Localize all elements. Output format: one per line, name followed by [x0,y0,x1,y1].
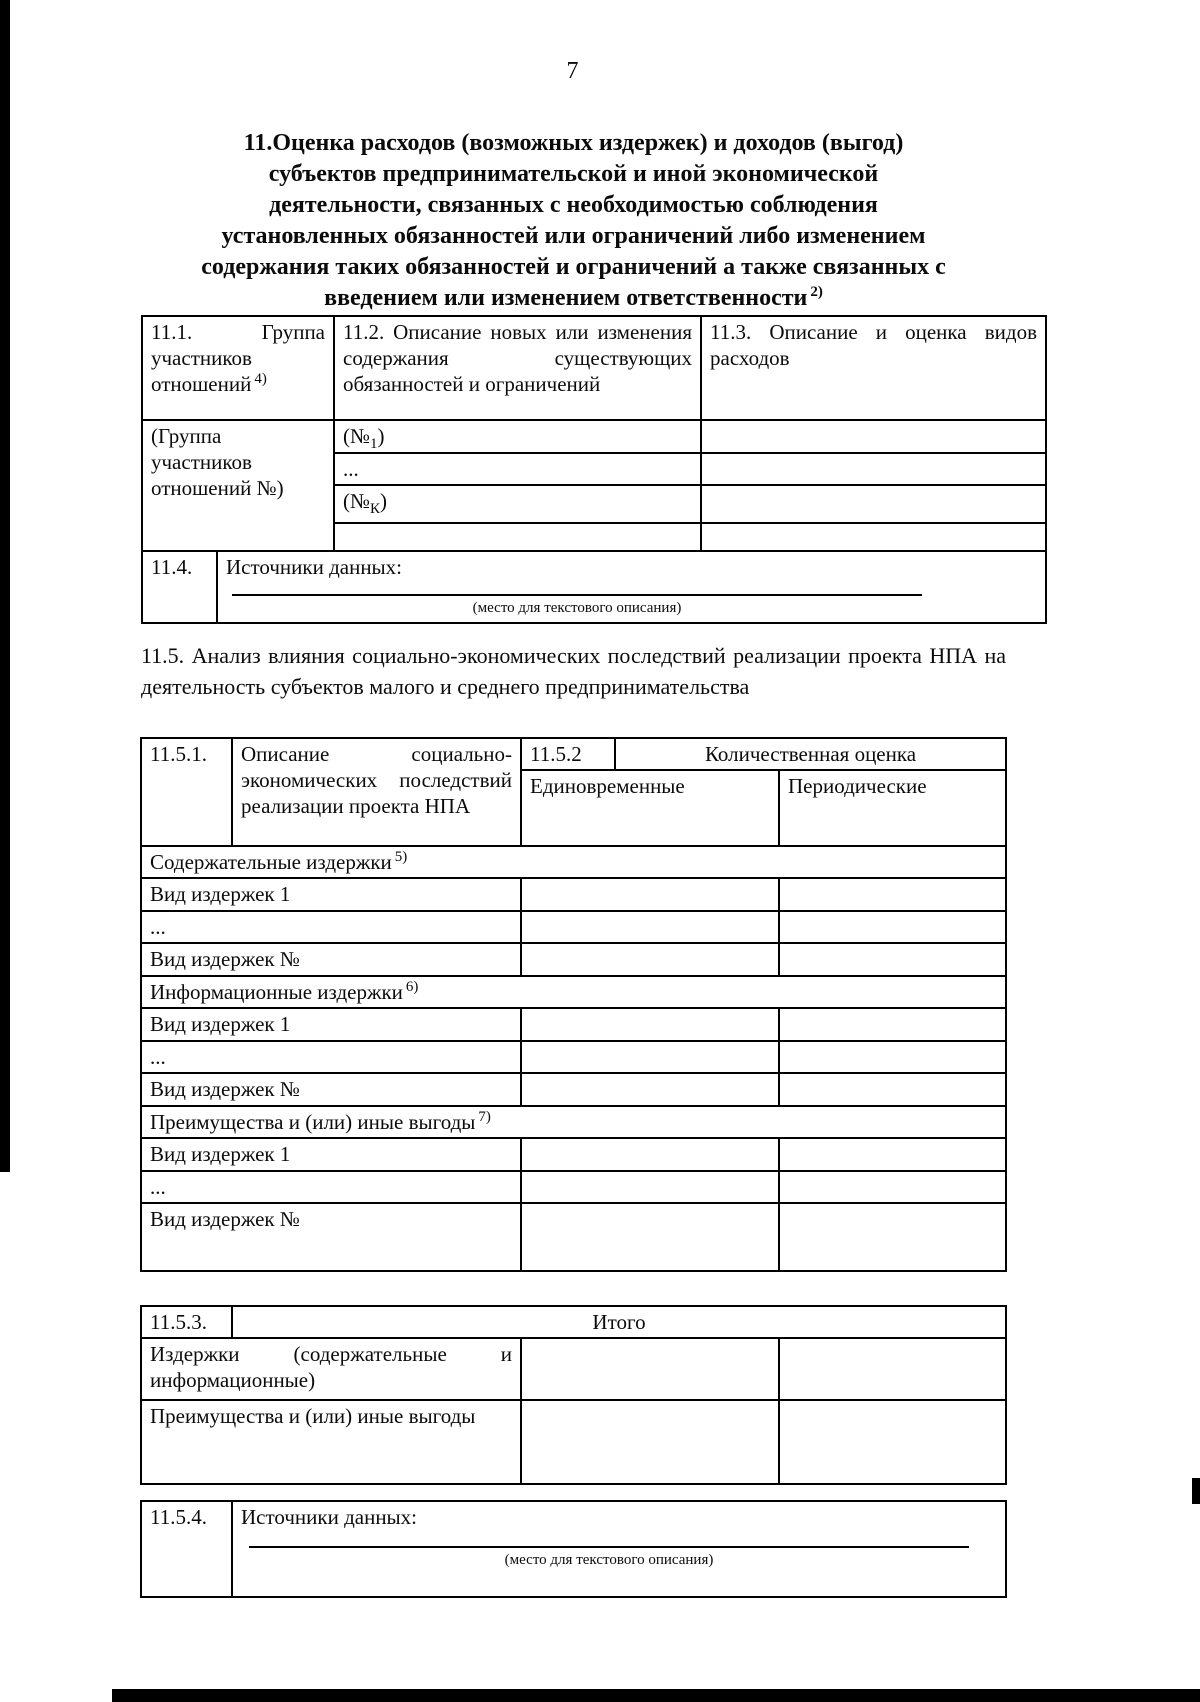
empty-cell [779,878,1006,911]
empty-cell [521,1138,779,1171]
empty-cell [779,1138,1006,1171]
footnote-ref-2: 2) [810,284,823,300]
scan-artifact-bottom-bar [112,1689,1200,1702]
empty-cell [779,943,1006,976]
cell-obligation-nk [334,485,701,523]
empty-cell [779,1008,1006,1041]
empty-cell [521,1041,779,1073]
empty-cell [521,911,779,943]
row-label-cost-type-n: Вид издержек № [141,1203,521,1271]
fill-in-area [232,592,922,618]
header-cell-periodic: Периодические [779,770,1006,846]
section-title-benefits [141,1106,1006,1138]
header-text: 11.1. Группа участников отношений [151,320,325,396]
cell-obligation-n1 [334,420,701,453]
cell-number-11-4: 11.4. [142,551,217,623]
heading-line: содержания таких обязанностей и ограничений а также связанных с [201,254,946,280]
totals-row-costs: Издержки (содержательные и информационные) [141,1338,521,1400]
data-sources-label: Источники данных: [226,555,402,579]
section-title-text: Преимущества и (или) иные выгоды [150,1110,476,1134]
empty-cell [521,1338,779,1400]
empty-cell [779,1171,1006,1203]
section-title-information-costs [141,976,1006,1008]
empty-cell [779,1338,1006,1400]
table-data-sources [140,1500,1007,1598]
empty-cell [521,1008,779,1041]
footnote-ref-5: 5) [394,849,408,865]
empty-cell [521,1171,779,1203]
header-cell-obligations: 11.2. Описание новых или изменения содержания существующих обязанностей и ограничений [334,316,701,420]
header-cell-description: Описание социально-экономических последствий реализации проекта НПА [232,738,521,846]
heading-line: установленных обязанностей или ограничений либо изменением [221,223,926,249]
cell-data-sources [217,551,1046,623]
row-label-dots: ... [141,1171,521,1203]
empty-cell [521,1073,779,1106]
subscript-1: 1 [370,436,378,453]
row-label-dots: ... [141,911,521,943]
fill-in-caption: (место для текстового описания) [504,1552,714,1568]
row-label-cost-type-1: Вид издержек 1 [141,878,521,911]
row-label-cost-type-1: Вид издержек 1 [141,1138,521,1171]
empty-cell [334,523,701,551]
row-label-cost-type-1: Вид издержек 1 [141,1008,521,1041]
empty-cell [521,943,779,976]
page-number: 7 [566,58,579,84]
row-label-dots: ... [141,1041,521,1073]
header-cell-quantitative: Количественная оценка [615,738,1006,770]
empty-cell [779,1073,1006,1106]
footnote-ref-7: 7) [478,1109,491,1125]
empty-cell [521,878,779,911]
cell-text: ) [377,424,385,448]
heading-line [141,283,1006,314]
empty-cell [521,1203,779,1271]
section-title-text: Информационные издержки [150,980,403,1004]
paragraph-11-5: 11.5. Анализ влияния социально-экономических последствий реализации проекта НПА на деятельность субъектов малого и среднего предпринимательства [141,643,1006,699]
heading-line: субъектов предпринимательской и иной экономической [268,161,879,187]
empty-cell [701,485,1046,523]
cell-number-11-5-2: 11.5.2 [521,738,615,770]
cell-obligation-dots: ... [334,453,701,485]
totals-title: Итого [232,1306,1006,1338]
section-title-substantive-costs [141,846,1006,878]
heading-line: 11.Оценка расходов (возможных издержек) и доходов (выгод) [243,130,904,156]
header-cell-group [142,316,334,420]
table-sme-impact [140,737,1007,1272]
heading-line: деятельности, связанных с необходимостью соблюдения [269,192,878,218]
footnote-ref-6: 6) [405,979,419,995]
empty-cell [779,1400,1006,1484]
totals-row-benefits: Преимущества и (или) иные выгоды [141,1400,521,1484]
empty-cell [779,1203,1006,1271]
empty-cell [701,420,1046,453]
cell-text: ) [380,489,388,513]
cell-group-label: (Группа участников отношений №) [142,420,334,551]
scan-artifact-right-tick [1192,1478,1200,1504]
subscript-k: К [370,501,381,518]
data-sources-label: Источники данных: [241,1505,417,1529]
empty-cell [779,1041,1006,1073]
header-cell-onetime: Единовременные [521,770,779,846]
empty-cell [701,523,1046,551]
cell-number-11-5-4: 11.5.4. [141,1501,232,1597]
table-totals [140,1305,1007,1485]
empty-cell [701,453,1046,485]
cell-number-11-5-3: 11.5.3. [141,1306,232,1338]
section-title-text: Содержательные издержки [150,850,392,874]
table-costs-groups [141,315,1047,624]
cell-text: (№ [343,489,371,513]
fill-in-area [249,1544,969,1570]
row-label-cost-type-n: Вид издержек № [141,943,521,976]
cell-number-11-5-1: 11.5.1. [141,738,232,846]
heading-line-text: введением или изменением ответственности [324,285,808,311]
section-11-heading [141,128,1006,314]
empty-cell [779,911,1006,943]
fill-in-caption: (место для текстового описания) [472,600,682,616]
scan-artifact-left-bar [0,0,10,1172]
header-cell-expenses: 11.3. Описание и оценка видов расходов [701,316,1046,420]
row-label-cost-type-n: Вид издержек № [141,1073,521,1106]
cell-text: (№ [343,424,371,448]
cell-data-sources [232,1501,1006,1597]
empty-cell [521,1400,779,1484]
footnote-ref-4: 4) [254,371,267,387]
